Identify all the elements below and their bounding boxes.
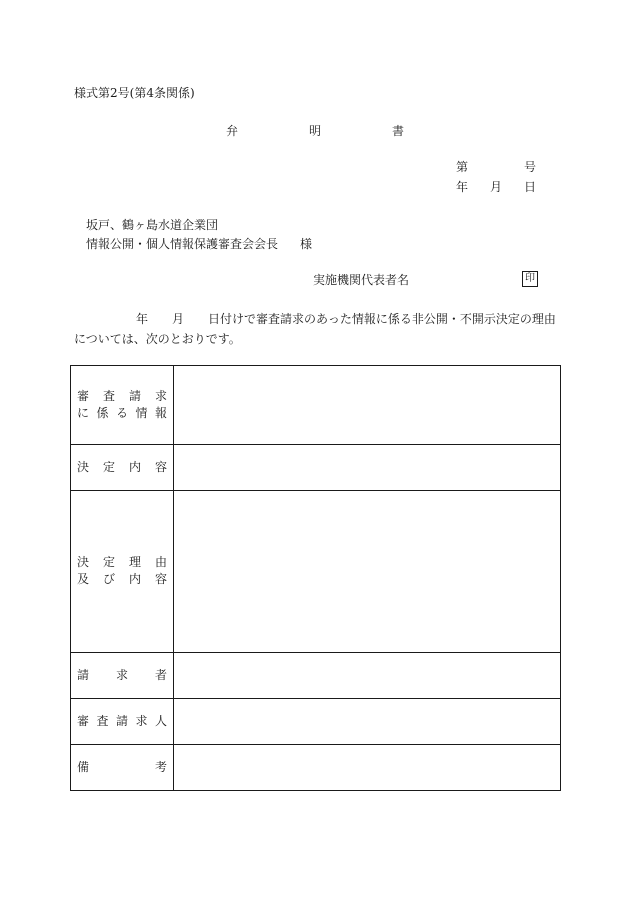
row-value-field[interactable] xyxy=(174,698,561,744)
row-label xyxy=(71,652,174,698)
label-char: 請 xyxy=(115,713,128,728)
date-year: 年 xyxy=(456,180,469,194)
date-month: 月 xyxy=(489,180,502,194)
table-row xyxy=(71,698,561,744)
form-table xyxy=(70,365,561,791)
intro-line1: 日付けで審査請求のあった情報に係る非公開・不開示決定の理由 xyxy=(208,312,556,326)
label-char: 請 xyxy=(128,389,141,404)
table-row xyxy=(71,445,561,491)
label-char: 報 xyxy=(154,406,167,421)
label-char: 求 xyxy=(154,389,167,404)
row-label xyxy=(71,491,174,652)
number-suffix: 号 xyxy=(523,160,536,174)
label-char: 求 xyxy=(135,713,148,728)
row-label xyxy=(71,366,174,445)
row-value-field[interactable] xyxy=(174,445,561,491)
intro-paragraph xyxy=(74,309,564,349)
label-char: 内 xyxy=(128,572,141,587)
label-char: る xyxy=(115,406,128,421)
table-row xyxy=(71,366,561,445)
label-char: 決 xyxy=(77,555,90,570)
page-title xyxy=(226,124,404,138)
label-char: 容 xyxy=(154,572,167,587)
label-char: に xyxy=(77,406,90,421)
label-char: 査 xyxy=(96,713,109,728)
addressee-name xyxy=(86,237,312,251)
sender-label: 実施機関代表者名 xyxy=(313,273,410,287)
date-day: 日 xyxy=(523,180,536,194)
seal-mark: 印 xyxy=(522,271,538,287)
label-char: 定 xyxy=(102,555,115,570)
row-value-field[interactable] xyxy=(174,366,561,445)
row-value-field[interactable] xyxy=(174,652,561,698)
document-number xyxy=(456,160,536,174)
label-char: 容 xyxy=(154,460,167,475)
table-row xyxy=(71,491,561,652)
label-char: 審 xyxy=(77,713,90,728)
label-char: 求 xyxy=(115,667,128,682)
label-char: 由 xyxy=(154,555,167,570)
label-char: 定 xyxy=(102,460,115,475)
intro-year: 年 xyxy=(136,312,149,326)
addressee-title: 情報公開・個人情報保護審査会会長 xyxy=(86,237,279,251)
label-char: 内 xyxy=(128,460,141,475)
addressee-org: 坂戸、鶴ヶ島水道企業団 xyxy=(86,218,219,232)
label-char: 人 xyxy=(154,713,167,728)
label-char: 備 xyxy=(77,759,90,774)
row-label xyxy=(71,445,174,491)
label-char: 及 xyxy=(77,572,90,587)
label-char: 決 xyxy=(77,460,90,475)
number-prefix: 第 xyxy=(456,160,469,174)
row-label xyxy=(71,698,174,744)
label-char: 情 xyxy=(135,406,148,421)
row-value-field[interactable] xyxy=(174,744,561,790)
title-char: 弁 xyxy=(226,124,239,138)
table-row xyxy=(71,652,561,698)
label-char: 査 xyxy=(102,389,115,404)
intro-month: 月 xyxy=(172,312,185,326)
label-char: 係 xyxy=(96,406,109,421)
title-char: 書 xyxy=(391,124,404,138)
table-row xyxy=(71,744,561,790)
label-char: び xyxy=(102,572,115,587)
label-char: 請 xyxy=(77,667,90,682)
row-value-field[interactable] xyxy=(174,491,561,652)
addressee-honorific: 様 xyxy=(300,237,313,251)
label-char: 者 xyxy=(154,667,167,682)
title-char: 明 xyxy=(308,124,321,138)
document-date xyxy=(456,180,536,194)
form-id: 様式第2号(第4条関係) xyxy=(74,86,195,100)
label-char: 理 xyxy=(128,555,141,570)
intro-line2: については、次のとおりです。 xyxy=(74,332,241,346)
label-char: 審 xyxy=(77,389,90,404)
row-label xyxy=(71,744,174,790)
label-char: 考 xyxy=(154,759,167,774)
